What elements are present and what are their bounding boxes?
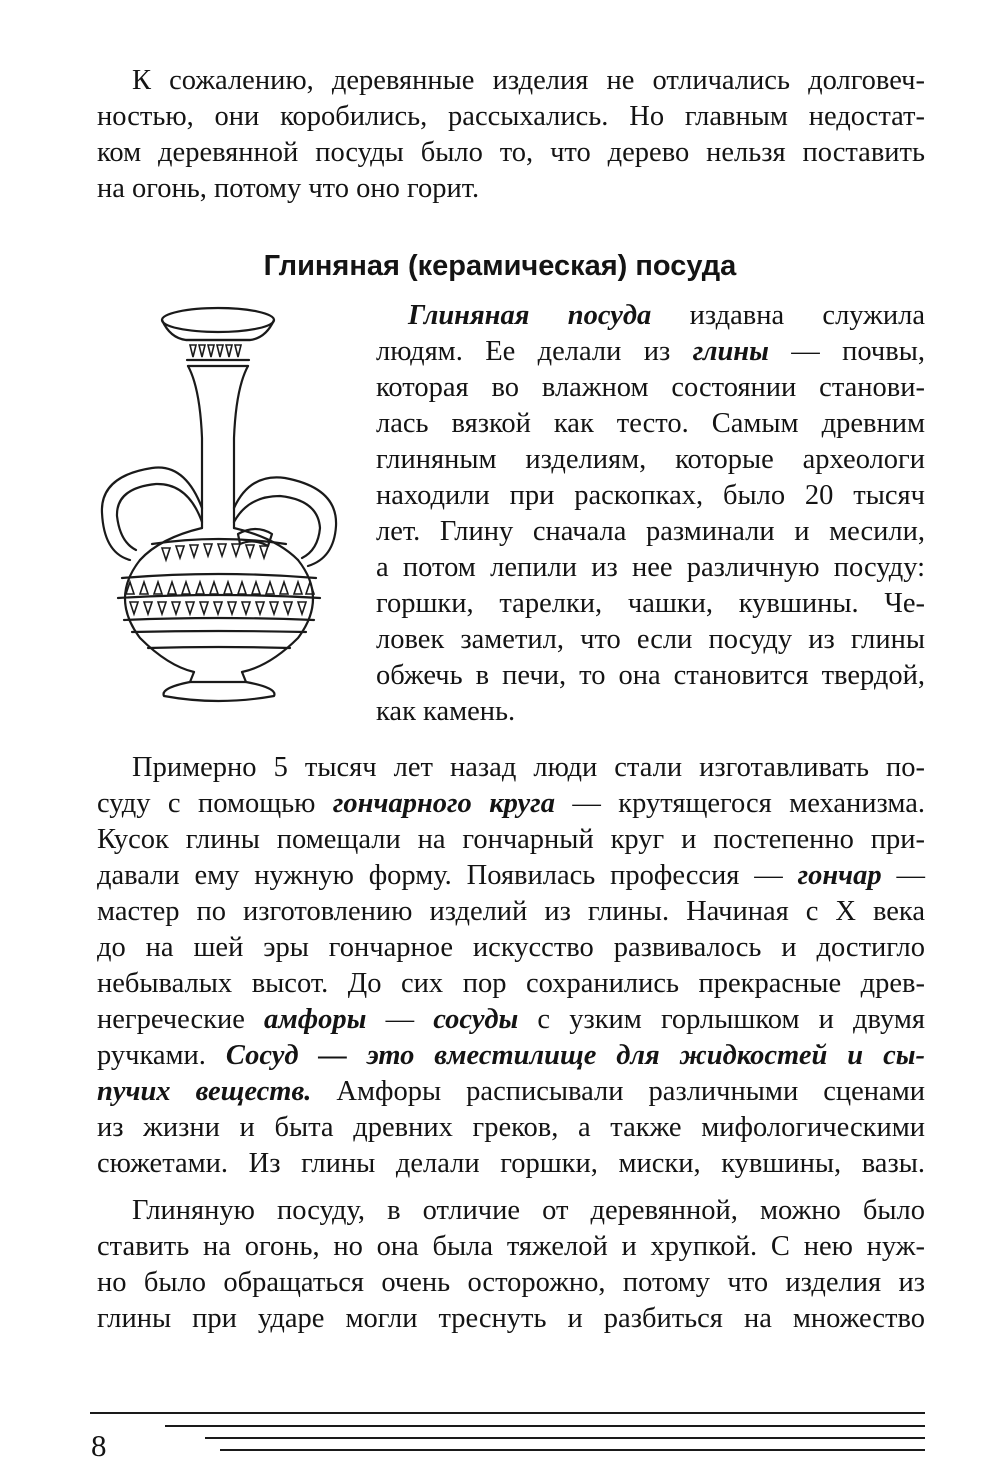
text-line: которая во влажном состоянии станови- [376, 372, 925, 403]
footer-rule [205, 1437, 925, 1439]
footer-rule [220, 1449, 925, 1451]
text-line: находили при раскопках, было 20 тысяч [376, 480, 925, 511]
page-number: 8 [91, 1428, 107, 1463]
text-line: мастер по изготовлению изделий из глины. Начиная с X века [97, 896, 925, 927]
text-line: глины при ударе могли треснуть и разбиться на множество [97, 1303, 925, 1334]
definition-vessel-end: пучих веществ. [97, 1076, 312, 1107]
intro-line: на огонь, потому что оно горит. [97, 173, 480, 204]
text-line: но было обращаться очень осторожно, потому что изделия из [97, 1267, 925, 1298]
text-line: обжечь в печи, то она становится твердой, [376, 660, 925, 691]
amphora-illustration [90, 298, 355, 710]
text-line: из жизни и быта древних греков, а также мифологическими [97, 1112, 925, 1143]
text-line: суду с помощью гончарного круга — крутящегося механизма. [97, 788, 925, 819]
text-line: а потом лепили из нее различную посуду: [376, 552, 925, 583]
text-line: глиняным изделиям, которые археологи [376, 444, 925, 475]
text-line: сюжетами. Из глины делали горшки, миски, кувшины, вазы. [97, 1148, 925, 1179]
term-clay: глины [692, 336, 769, 367]
text-line: до на шей эры гончарное искусство развивалось и достигло [97, 932, 925, 963]
text-line: Кусок глины помещали на гончарный круг и постепенно при- [97, 824, 925, 855]
text-line: лась вязкой как тесто. Самым древним [376, 408, 925, 439]
text-line: пучих веществ. Амфоры расписывали различными сценами [97, 1076, 925, 1107]
intro-line: ностью, они коробились, рассыхались. Но главным недостат- [97, 101, 925, 132]
intro-line: ком деревянной посуды было то, что дерево нельзя поставить [97, 137, 925, 168]
text-line: Примерно 5 тысяч лет назад люди стали изготавливать по- [132, 752, 925, 783]
text-line: Глиняная посуда издавна служила [408, 300, 925, 331]
definition-vessel: Сосуд — это вместилище для жидкостей и сы- [225, 1040, 925, 1071]
text-line: ручками. Сосуд — это вместилище для жидкостей и сы- [97, 1040, 925, 1071]
footer-rule [165, 1425, 925, 1427]
term-potters-wheel: гончарного круга [332, 788, 555, 819]
term-clay-dishes: Глиняная посуда [408, 300, 652, 331]
term-potter: гончар [797, 860, 882, 891]
intro-line: К сожалению, деревянные изделия не отличались долговеч- [132, 65, 925, 96]
text-line: Глиняную посуду, в отличие от деревянной, можно было [132, 1195, 925, 1226]
text-line: лет. Глину сначала разминали и месили, [376, 516, 925, 547]
term-vessels: сосуды [433, 1004, 519, 1035]
text-line: ловек заметил, что если посуду из глины [376, 624, 925, 655]
section-heading: Глиняная (керамическая) посуда [263, 250, 737, 282]
text-line: негреческие амфоры — сосуды с узким горлышком и двумя [97, 1004, 926, 1035]
text-line: ставить на огонь, но она была тяжелой и хрупкой. С нею нуж- [97, 1231, 925, 1262]
text-line: небывалых высот. До сих пор сохранились прекрасные древ- [97, 968, 925, 999]
text-line: как камень. [376, 696, 516, 727]
text-line: горшки, тарелки, чашки, кувшины. Че- [376, 588, 925, 619]
text-line: давали ему нужную форму. Появилась профессия — гончар — [97, 860, 926, 891]
footer-rule [90, 1412, 925, 1414]
term-amphorae: амфоры [264, 1004, 367, 1035]
text-line: людям. Ее делали из глины — почвы, [376, 336, 925, 367]
